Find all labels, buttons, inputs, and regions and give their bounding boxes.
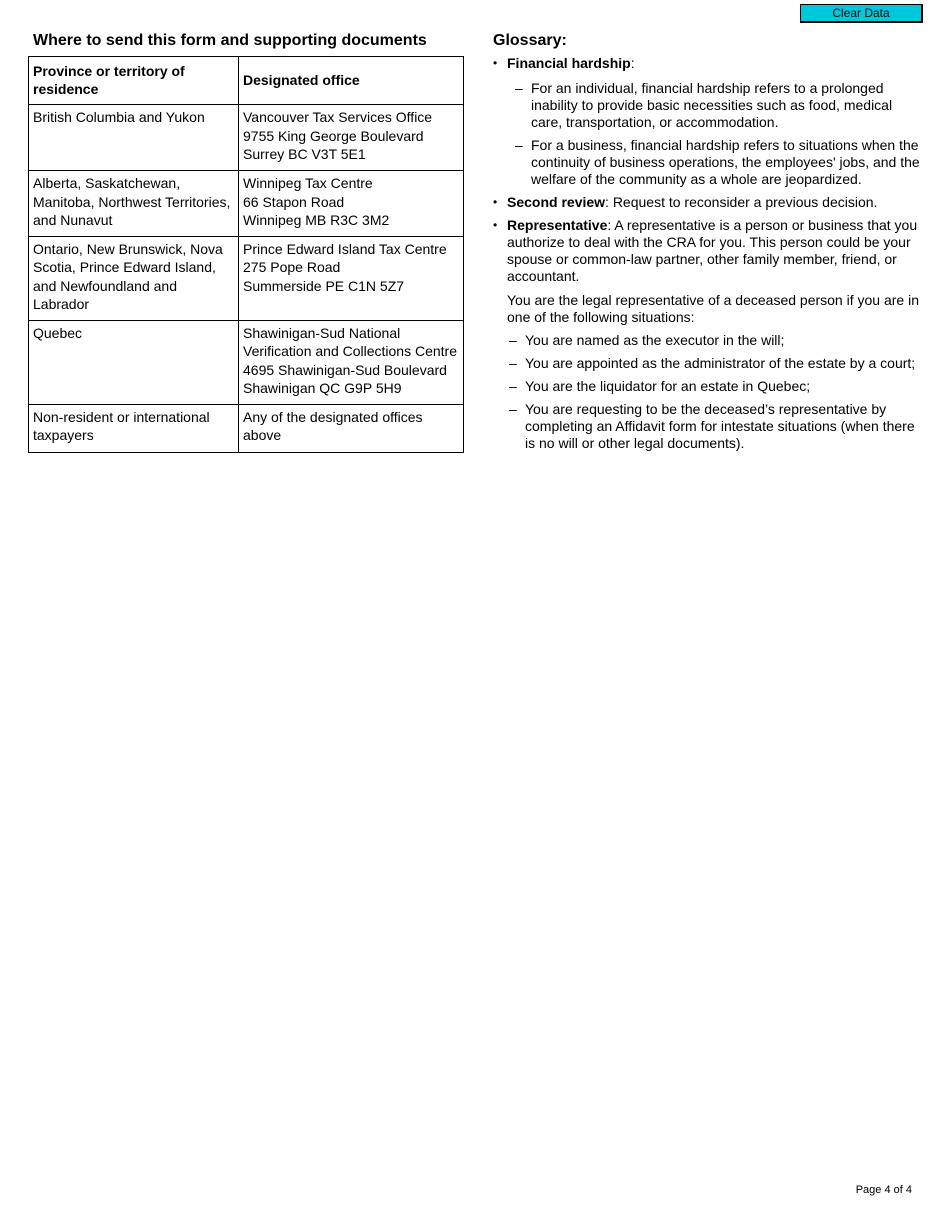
table-row <box>29 236 464 320</box>
office-line: 9755 King George Boulevard <box>243 127 424 144</box>
glossary-definition: : A representative is a person or business that you authorize to deal with the CRA for you. This person could be your spouse or common-law partner, other family member, friend, or accountant. <box>507 217 918 284</box>
dash-icon: – <box>509 378 517 394</box>
list-item <box>507 137 923 188</box>
dash-icon: – <box>515 80 523 96</box>
office-line: Summerside PE C1N 5Z7 <box>243 277 405 294</box>
list-item-text: You are appointed as the administrator of the estate by a court; <box>525 355 916 371</box>
glossary-term-suffix: : <box>630 55 635 71</box>
glossary-entry-financial-hardship <box>493 55 923 188</box>
region-cell: Ontario, New Brunswick, Nova Scotia, Prince Edward Island, and Newfoundland and Labrador <box>29 236 239 320</box>
offices-table <box>28 56 464 453</box>
office-line: 4695 Shawinigan-Sud Boulevard <box>243 361 447 378</box>
table-header-row <box>29 57 464 105</box>
dash-icon: – <box>509 401 517 417</box>
list-item-text: You are requesting to be the deceased’s representative by completing an Affidavit form for intestate situations (when there is no will or other legal documents). <box>525 401 915 451</box>
office-line: Surrey BC V3T 5E1 <box>243 146 366 162</box>
office-cell <box>239 105 464 171</box>
glossary-entry-representative <box>493 217 923 452</box>
list-item-text: For a business, financial hardship refers to situations when the continuity of business operations, the employees' jobs, and the welfare of the community as a whole are jeopardized. <box>531 137 920 187</box>
clear-data-button[interactable]: Clear Data <box>800 4 923 23</box>
office-line: Vancouver Tax Services Office <box>243 109 433 125</box>
list-item <box>507 378 923 395</box>
office-cell <box>239 320 464 404</box>
glossary-section <box>493 31 923 458</box>
office-line: Verification and Collections Centre <box>243 343 458 359</box>
table-row <box>29 105 464 171</box>
glossary-term: Financial hardship <box>507 55 631 71</box>
glossary-term: Representative <box>507 217 608 233</box>
list-item <box>507 332 923 349</box>
list-item <box>507 80 923 131</box>
dash-icon: – <box>509 332 517 348</box>
office-cell <box>239 236 464 320</box>
office-line: Winnipeg MB R3C 3M2 <box>243 212 390 228</box>
dash-icon: – <box>509 355 517 371</box>
office-line: Shawinigan-Sud National <box>243 324 401 341</box>
bullet-icon: • <box>493 56 498 70</box>
representative-paragraph: You are the legal representative of a deceased person if you are in one of the following situations: <box>507 292 919 325</box>
table-row <box>29 320 464 404</box>
table-row <box>29 171 464 237</box>
region-cell: British Columbia and Yukon <box>29 105 239 171</box>
table-row <box>29 404 464 452</box>
office-cell <box>239 171 464 237</box>
list-item-text: You are the liquidator for an estate in Quebec; <box>525 378 811 394</box>
list-item-text: For an individual, financial hardship refers to a prolonged inability to provide basic necessities such as food, medical care, transportation, or accommodation. <box>531 80 893 130</box>
region-cell: Quebec <box>29 320 239 404</box>
office-cell: Any of the designated offices above <box>239 404 464 452</box>
office-line: Shawinigan QC G9P 5H9 <box>243 380 402 396</box>
column-header-office: Designated office <box>239 57 464 105</box>
bullet-icon: • <box>493 195 498 209</box>
office-line: Prince Edward Island Tax Centre <box>243 240 447 257</box>
list-item <box>507 355 923 372</box>
region-cell: Non-resident or international taxpayers <box>29 404 239 452</box>
office-line: Winnipeg Tax Centre <box>243 175 373 191</box>
glossary-definition: : Request to reconsider a previous decision. <box>605 194 878 210</box>
section-title: Where to send this form and supporting documents <box>33 32 427 49</box>
region-cell: Alberta, Saskatchewan, Manitoba, Northwest Territories, and Nunavut <box>29 171 239 237</box>
dash-icon: – <box>515 137 523 153</box>
glossary-term: Second review <box>507 194 606 210</box>
list-item <box>507 401 923 452</box>
office-line: 66 Stapon Road <box>243 193 345 210</box>
office-line: 275 Pope Road <box>243 259 341 275</box>
glossary-title: Glossary: <box>493 32 567 49</box>
list-item-text: You are named as the executor in the will; <box>525 332 785 348</box>
column-header-province: Province or territory of residence <box>29 57 239 105</box>
glossary-entry-second-review <box>493 194 923 211</box>
where-to-send-section <box>28 31 464 453</box>
page-number: Page 4 of 4 <box>855 1184 912 1196</box>
bullet-icon: • <box>493 218 498 232</box>
